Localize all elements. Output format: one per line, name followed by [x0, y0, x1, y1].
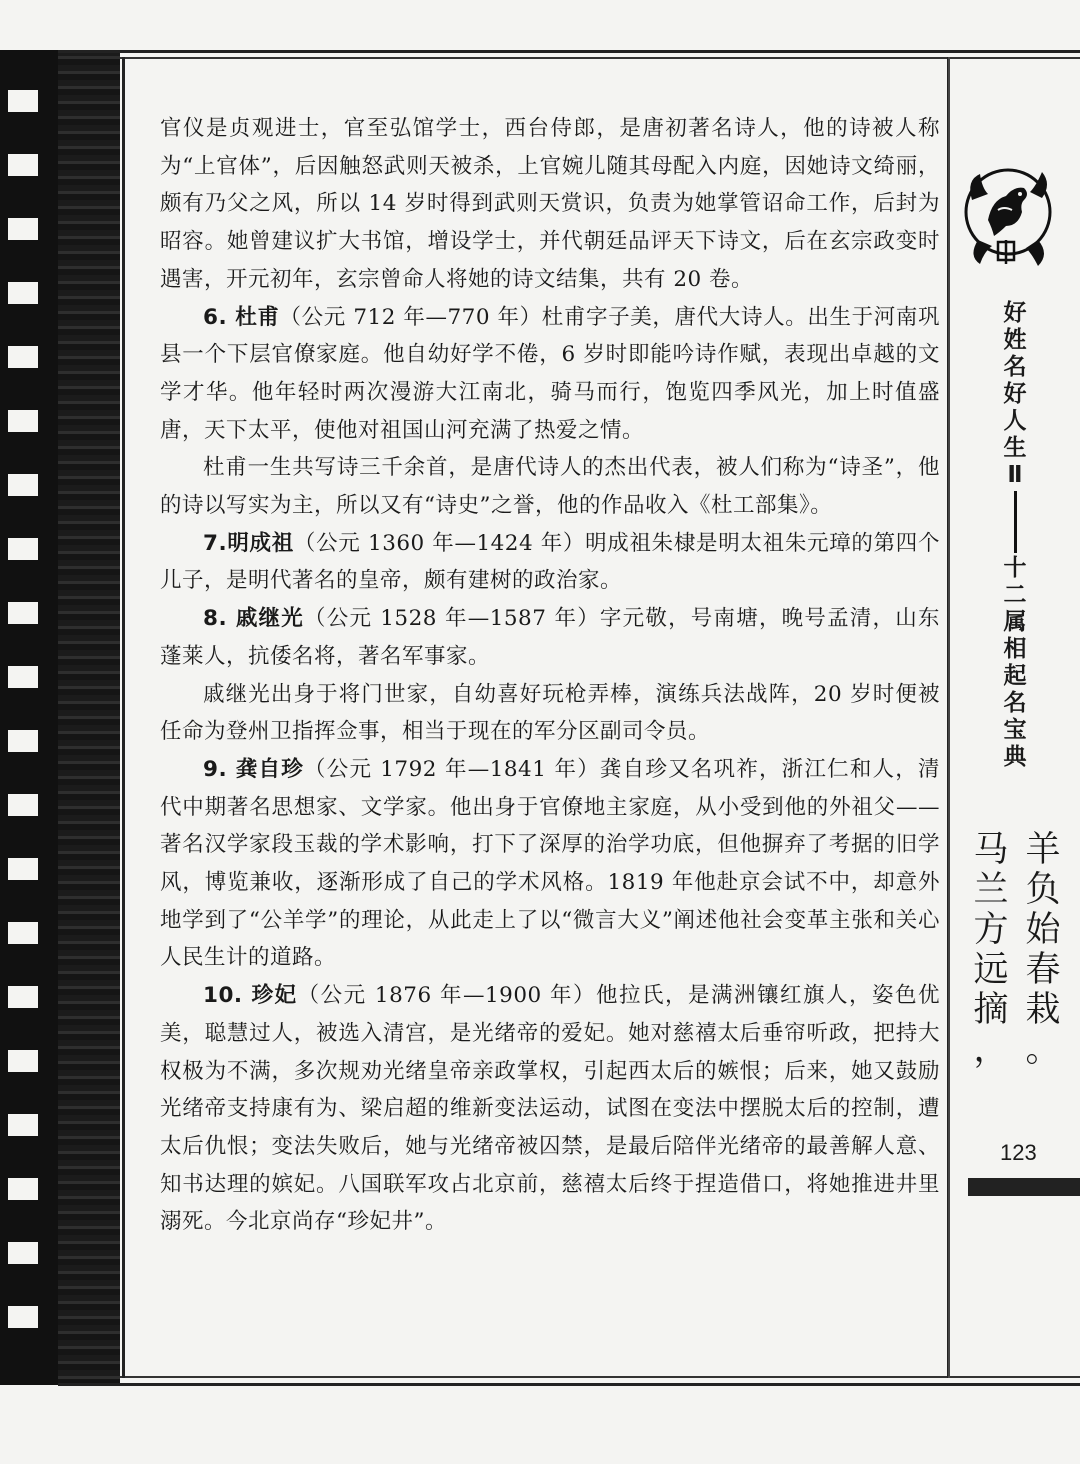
film-sprocket-hole — [8, 602, 38, 624]
page-body — [160, 110, 940, 1241]
entry-title: 9. 龚自珍 — [203, 756, 304, 782]
paragraph: 官仪是贞观进士，官至弘馆学士，西台侍郎，是唐初著名诗人，他的诗被人称为“上官体”，后因触怒武则天被杀，上官婉儿随其母配入内庭，因她诗文绮丽，颇有乃父之风，所以 14 岁时得到武则天赏识，负责为她掌管诏命工作，后封为昭容。她曾建议扩大书馆，增设学士，并代朝廷品评天下诗文，后在玄宗政变时遇害，开元初年，玄宗曾命人将她的诗文结集，共有 20 卷。 — [160, 116, 940, 292]
entry-title: 7.明成祖 — [203, 530, 294, 556]
film-sprocket-hole — [8, 794, 38, 816]
top-rule — [58, 50, 1080, 53]
film-sprocket-hole — [8, 282, 38, 304]
film-strip-border — [0, 50, 58, 1385]
film-sprocket-hole — [8, 154, 38, 176]
em-dash — [1014, 491, 1017, 553]
series-title-vertical: 好 姓 名 好 人 生 Ⅱ 十 二 属 相 起 名 宝 典 — [1003, 300, 1027, 770]
film-sprocket-hole — [8, 986, 38, 1008]
sidebar-divider — [948, 57, 950, 1378]
film-sprocket-hole — [8, 538, 38, 560]
paragraph-qi-jiguang: 8. 戚继光（公元 1528 年—1587 年）字元敬，号南塘，晚号孟清，山东蓬莱人，抗倭名将，著名军事家。 — [160, 606, 940, 669]
film-sprocket-hole — [8, 90, 38, 112]
bottom-rule — [58, 1383, 1080, 1386]
paragraph: 杜甫一生共写诗三千余首，是唐代诗人的杰出代表，被人们称为“诗圣”，他的诗以写实为主，所以又有“诗史”之誉，他的作品收入《杜工部集》。 — [160, 455, 940, 519]
film-sprocket-hole — [8, 666, 38, 688]
entry-title: 10. 珍妃 — [203, 983, 298, 1009]
film-sprocket-hole — [8, 730, 38, 752]
film-sprocket-hole — [8, 1306, 38, 1328]
paragraph-ming-chengzu: 7.明成祖（公元 1360 年—1424 年）明成祖朱棣是明太祖朱元璋的第四个儿子，是明代著名的皇帝，颇有建树的政治家。 — [160, 530, 940, 594]
film-sprocket-hole — [8, 218, 38, 240]
poem-line-left: 马 兰 方 远 摘 ， — [973, 830, 1009, 1070]
page-number-bar — [968, 1178, 1080, 1196]
page-number: 123 — [1000, 1140, 1037, 1165]
film-sprocket-hole — [8, 474, 38, 496]
paragraph-gong-zizhen: 9. 龚自珍（公元 1792 年—1841 年）龚自珍又名巩祚，浙江仁和人，清代中期著名思想家、文学家。他出身于官僚地主家庭，从小受到他的外祖父——著名汉学家段玉裁的学术影响，打下了深厚的治学功底，但他摒弃了考据的旧学风，博览兼收，逐渐形成了自己的学术风格。1819 年他赴京会试不中，却意外地学到了“公羊学”的理论，从此走上了以“微言大义”阐述他社会变革主张和关心人民生计的道路。 — [160, 756, 940, 971]
film-strip-texture — [58, 50, 120, 1385]
entry-title: 6. 杜甫 — [203, 304, 280, 330]
entry-title: 8. 戚继光 — [203, 606, 304, 632]
film-sprocket-hole — [8, 1242, 38, 1264]
poem-line-right: 羊 负 始 春 栽 。 — [1025, 830, 1061, 1070]
film-sprocket-hole — [8, 1178, 38, 1200]
horse-zodiac-emblem-icon — [958, 160, 1058, 272]
paragraph: 戚继光出身于将门世家，自幼喜好玩枪弄棒，演练兵法战阵，20 岁时便被任命为登州卫指挥佥事，相当于现在的军分区副司令员。 — [160, 681, 940, 745]
film-sprocket-hole — [8, 858, 38, 880]
film-sprocket-hole — [8, 1114, 38, 1136]
film-sprocket-hole — [8, 410, 38, 432]
film-sprocket-hole — [8, 346, 38, 368]
paragraph-du-fu: 6. 杜甫（公元 712 年—770 年）杜甫字子美，唐代大诗人。出生于河南巩县一个下层官僚家庭。他自幼好学不倦，6 岁时即能吟诗作赋，表现出卓越的文学才华。他年轻时两次漫游大江南北，骑马而行，饱览四季风光，加上时值盛唐，天下太平，使他对祖国山河充满了热爱之情。 — [160, 304, 940, 443]
film-sprocket-hole — [8, 922, 38, 944]
film-sprocket-hole — [8, 1050, 38, 1072]
paragraph-zhen-fei: 10. 珍妃（公元 1876 年—1900 年）他拉氏，是满洲镶红旗人，姿色优美，聪慧过人，被选入清宫，是光绪帝的爱妃。她对慈禧太后垂帘听政，把持大权极为不满，多次规劝光绪皇帝亲政掌权，引起西太后的嫉恨；后来，她又鼓励光绪帝支持康有为、梁启超的维新变法运动，试图在变法中摆脱太后的控制，遭太后仇恨；变法失败后，她与光绪帝被囚禁，是最后陪伴光绪帝的最善解人意、知书达理的嫔妃。八国联军攻占北京前，慈禧太后终于捏造借口，将她推进井里溺死。今北京尚存“珍妃井”。 — [160, 983, 941, 1235]
